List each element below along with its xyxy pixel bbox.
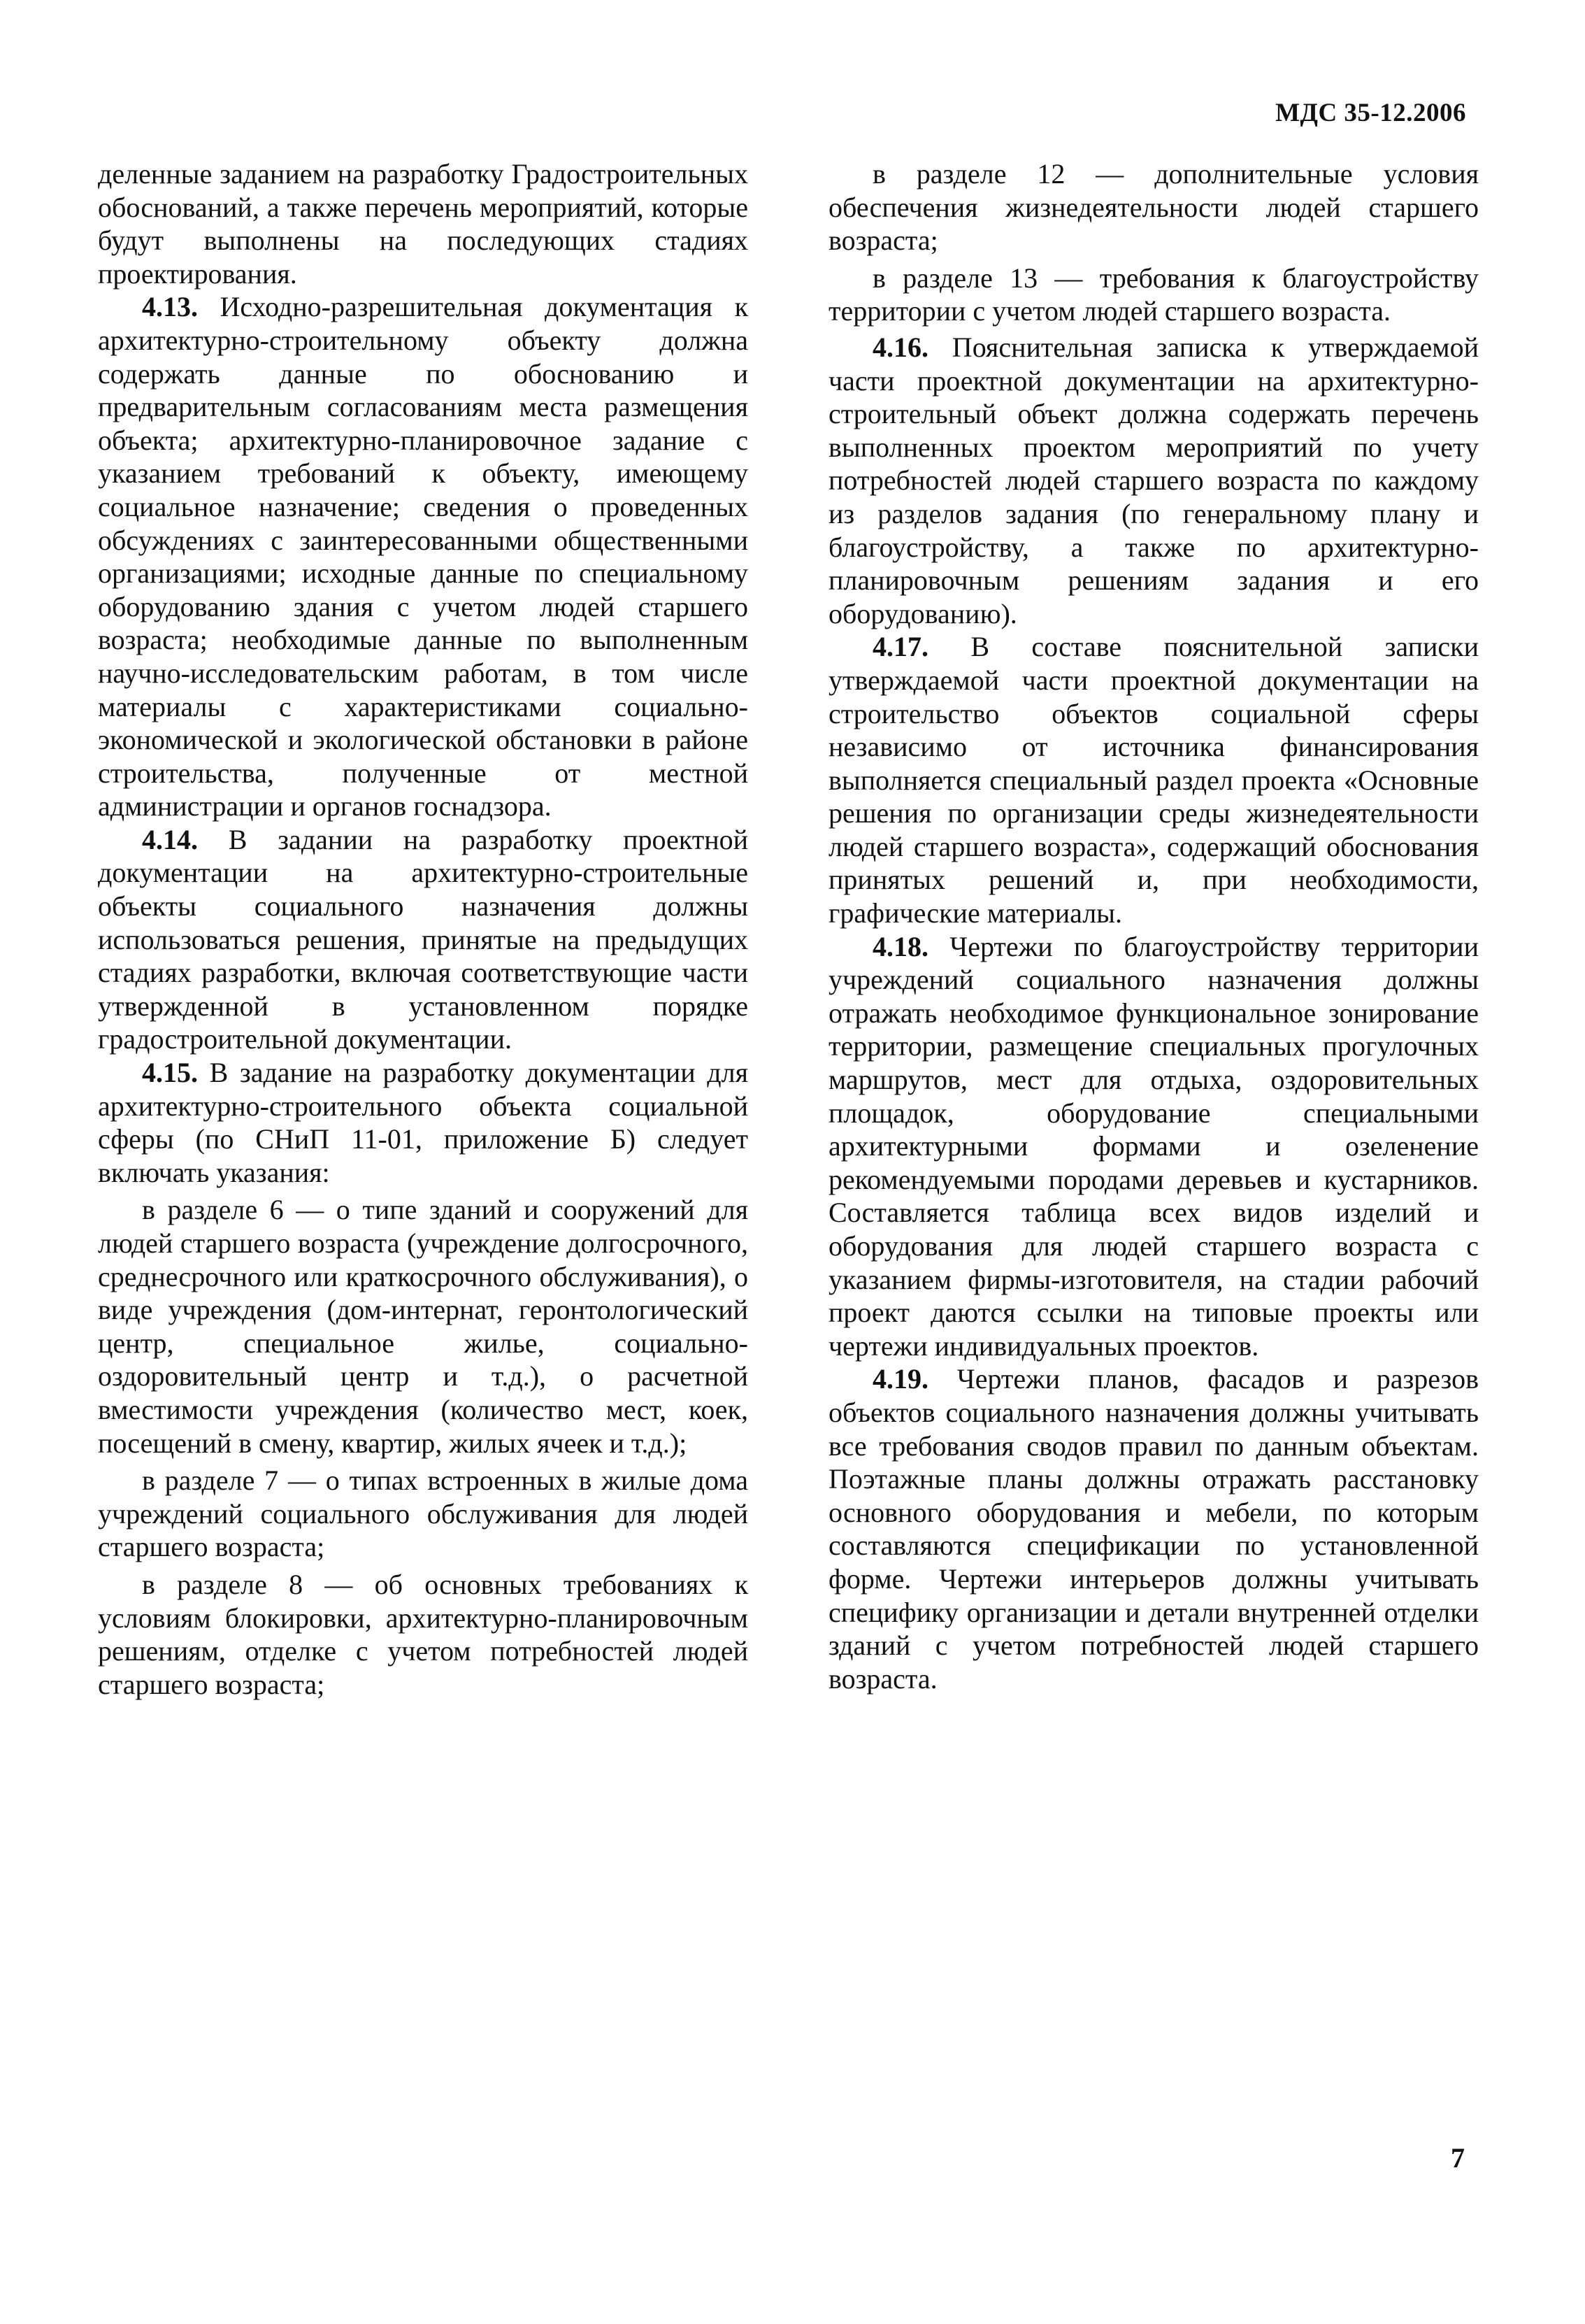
paragraph-4-18: 4.18. Чертежи по благоустройству территории учреждений социального назначения должны отражать необходимое функциональное зонирование территории, размещение специальных прогулочных маршрутов, мест для отдыха, оздоровительных площадок, оборудование специальными архитектурными формами и озеленение рекомендуемыми породами деревьев и кустарников. Составляется таблица всех видов изделий и оборудования для людей старшего возраста с указанием фирмы-изготовителя, на стадии рабочий проект даются ссылки на типовые проекты или чертежи индивидуальных проектов.: [829, 930, 1479, 1362]
clause-number: 4.18.: [873, 930, 928, 962]
clause-number: 4.13.: [142, 291, 198, 323]
document-code: МДС 35-12.2006: [1275, 99, 1466, 127]
clause-number: 4.19.: [873, 1363, 928, 1395]
left-column: [98, 157, 748, 1701]
paragraph: деленные заданием на разработку Градостроительных обоснований, а также перечень мероприятий, которые будут выполнены на последующих стадиях проектирования.: [98, 158, 748, 290]
paragraph-4-13: 4.13. Исходно-разрешительная документация к архитектурно-строительному объекту должна содержать данные по обоснованию и предварительным согласованиям места размещения объекта; архитектурно-планировочное задание с указанием требований к объекту, имеющему социальное назначение; сведения о проведенных обсуждениях с заинтересованными общественными организациями; исходные данные по специальному оборудованию здания с учетом людей старшего возраста; необходимые данные по выполненным научно-исследовательским работам, в том числе материалы с характеристиками социально-экономической и экологической обстановки в районе строительства, полученные от местной администрации и органов госнадзора.: [98, 291, 748, 822]
clause-number: 4.17.: [873, 631, 928, 663]
paragraph-4-16: 4.16. Пояснительная записка к утверждаемой части проектной документации на архитектурно-строительный объект должна содержать перечень выполненных проектом мероприятий по учету потребностей людей старшего возраста по каждому из разделов задания (по генеральному плану и благоустройству, а также по архитектурно-планировочным решениям задания и его оборудованию).: [829, 331, 1479, 629]
paragraph-section-7: в разделе 7 — о типах встроенных в жилые дома учреждений социального обслуживания для людей старшего возраста;: [98, 1464, 748, 1563]
paragraph-4-19: 4.19. Чертежи планов, фасадов и разрезов объектов социального назначения должны учитывать все требования сводов правил по данным объектам. Поэтажные планы должны отражать расстановку основного оборудования и мебели, по которым составляются спецификации по установленной форме. Чертежи интерьеров должны учитывать специфику организации и детали внутренней отделки зданий с учетом потребностей людей старшего возраста.: [829, 1363, 1479, 1695]
page-number: 7: [1451, 2142, 1465, 2174]
paragraph-4-15: 4.15. В задание на разработку документации для архитектурно-строительного объекта социальной сферы (по СНиП 11-01, приложение Б) следует включать указания:: [98, 1057, 748, 1188]
clause-number: 4.15.: [142, 1057, 198, 1089]
clause-number: 4.14.: [142, 823, 198, 855]
right-column: [829, 157, 1479, 1695]
paragraph-section-6: в разделе 6 — о типе зданий и сооружений для людей старшего возраста (учреждение долгосрочного, среднесрочного или краткосрочного обслуживания), о виде учреждения (дом-интернат, геронтологический центр, специальное жилье, социально-оздоровительный центр и т.д.), о расчетной вместимости учреждения (количество мест, коек, посещений в смену, квартир, жилых ячеек и т.д.);: [98, 1194, 748, 1459]
paragraph-section-8: в разделе 8 — об основных требованиях к условиям блокировки, архитектурно-планировочным решениям, отделке с учетом потребностей людей старшего возраста;: [98, 1568, 748, 1700]
paragraph-4-14: 4.14. В задании на разработку проектной документации на архитектурно-строительные объекты социального назначения должны использоваться решения, принятые на предыдущих стадиях разработки, включая соответствующие части утвержденной в установленном порядке градостроительной документации.: [98, 823, 748, 1055]
clause-number: 4.16.: [873, 331, 928, 363]
paragraph-section-12: в разделе 12 — дополнительные условия обеспечения жизнедеятельности людей старшего возраста;: [829, 158, 1479, 257]
paragraph-section-13: в разделе 13 — требования к благоустройству территории с учетом людей старшего возраста.: [829, 262, 1479, 327]
paragraph-4-17: 4.17. В составе пояснительной записки утверждаемой части проектной документации на строительство объектов социальной сферы независимо от источника финансирования выполняется специальный раздел проекта «Основные решения по организации среды жизнедеятельности людей старшего возраста», содержащий обоснования принятых решений и, при необходимости, графические материалы.: [829, 631, 1479, 929]
